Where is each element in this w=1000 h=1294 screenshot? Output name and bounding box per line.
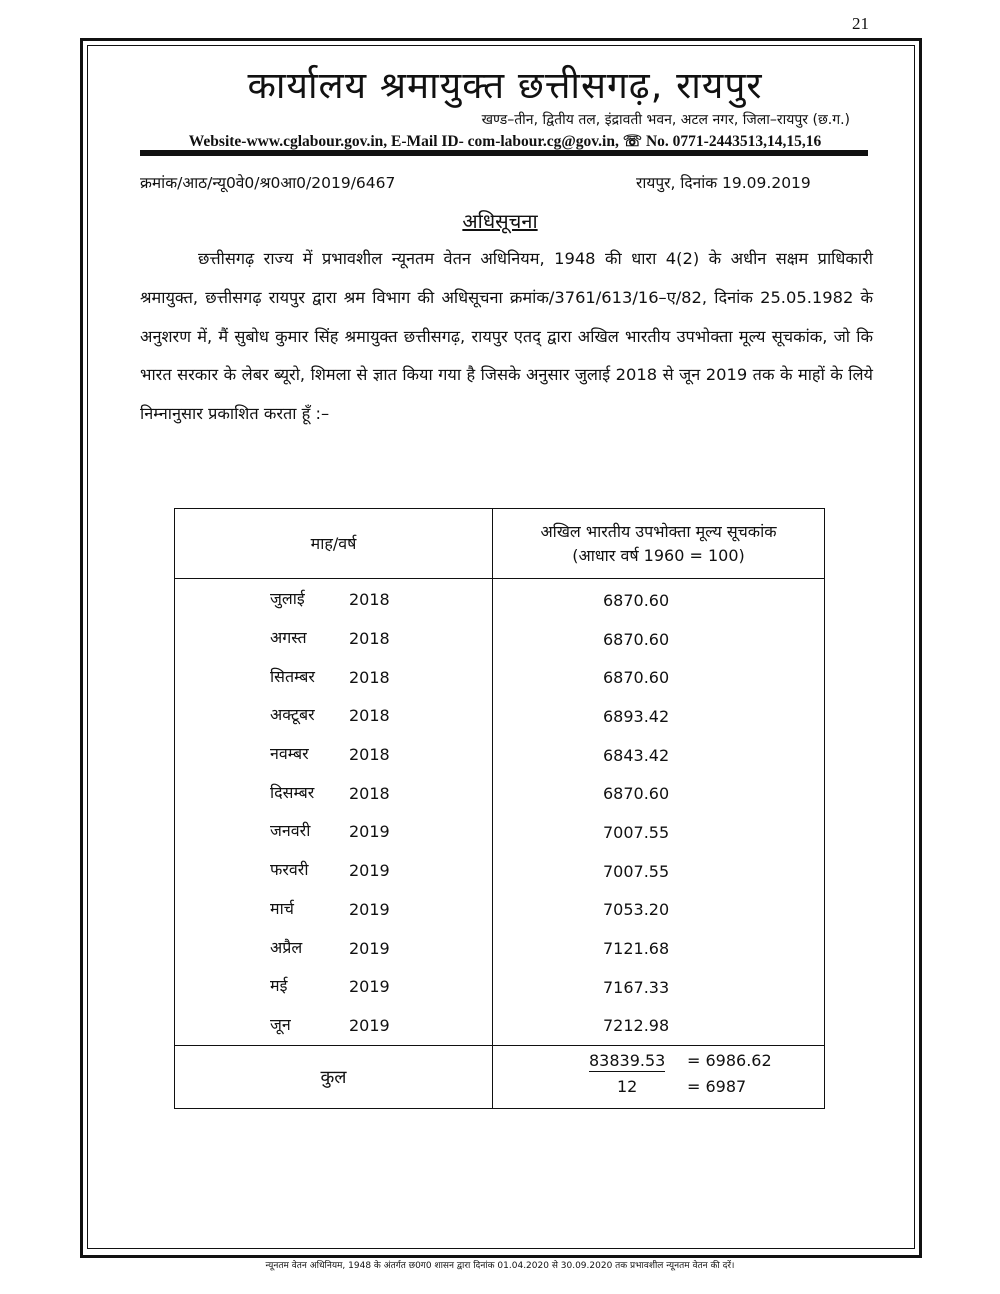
table-header-row [175, 509, 825, 579]
cpi-value: 6870.60 [493, 774, 825, 813]
month-year-wrap [175, 891, 492, 929]
reference-number: क्रमांक/आठ/न्यू0वे0/श्र0आ0/2019/6467 [140, 174, 396, 192]
office-title: कार्यालय श्रमायुक्त छत्तीसगढ़, रायपुर [247, 64, 763, 107]
month-name: अप्रैल [270, 937, 303, 957]
month-year-wrap [175, 1007, 492, 1045]
month-year-cell [175, 1007, 493, 1046]
cpi-value: 7167.33 [493, 968, 825, 1007]
table-row [175, 813, 825, 852]
cpi-value: 6893.42 [493, 697, 825, 736]
divisor: 12 [617, 1077, 638, 1097]
cpi-header-line1: अखिल भारतीय उपभोक्ता मूल्य सूचकांक [540, 521, 777, 541]
month-year-wrap [175, 852, 492, 890]
month-year-wrap [175, 813, 492, 851]
cpi-value: 7007.55 [493, 852, 825, 891]
cpi-value: 7212.98 [493, 1007, 825, 1046]
month-year-wrap [175, 736, 492, 774]
cpi-table [174, 508, 825, 1109]
month-year-wrap [175, 620, 492, 658]
average-value: = 6986.62 [687, 1051, 772, 1071]
year: 2018 [349, 745, 390, 765]
cpi-value: 7053.20 [493, 891, 825, 930]
year: 2019 [349, 977, 390, 997]
month-name: अक्टूबर [270, 705, 315, 725]
month-year-wrap [175, 659, 492, 697]
notification-heading [0, 207, 1000, 234]
total-label: कुल [175, 1046, 493, 1109]
month-name: जुलाई [270, 589, 305, 609]
year: 2018 [349, 590, 390, 610]
month-year-wrap [175, 581, 492, 619]
cpi-header-line2: (आधार वर्ष 1960 = 100) [572, 545, 745, 565]
month-name: जनवरी [270, 821, 311, 841]
month-name: मार्च [270, 898, 294, 918]
month-year-cell [175, 697, 493, 736]
table-row [175, 658, 825, 697]
month-name: मई [270, 976, 288, 996]
year: 2019 [349, 1015, 390, 1035]
total-sum: 83839.53 [589, 1051, 666, 1071]
month-year-cell [175, 891, 493, 930]
month-year-cell [175, 968, 493, 1007]
issue-date: रायपुर, दिनांक 19.09.2019 [636, 174, 811, 192]
rounded-value: = 6987 [687, 1077, 747, 1097]
month-year-cell [175, 620, 493, 659]
table-row [175, 620, 825, 659]
month-year-cell [175, 579, 493, 620]
month-name: अगस्त [270, 628, 307, 648]
month-year-wrap [175, 968, 492, 1006]
table-row [175, 736, 825, 775]
cpi-value: 6870.60 [493, 620, 825, 659]
year: 2019 [349, 861, 390, 881]
cpi-value: 6843.42 [493, 736, 825, 775]
year: 2018 [349, 629, 390, 649]
month-year-cell [175, 929, 493, 968]
month-name: सितम्बर [270, 666, 315, 686]
cpi-value: 6870.60 [493, 658, 825, 697]
contact-line: Website-www.cglabour.gov.in, E-Mail ID- com-labour.cg@gov.in, ☏ No. 0771-2443513,14,15,16 [188, 133, 822, 150]
month-year-cell [175, 852, 493, 891]
cpi-header [493, 509, 825, 579]
year: 2019 [349, 822, 390, 842]
month-year-wrap [175, 697, 492, 735]
year: 2018 [349, 783, 390, 803]
total-row [175, 1046, 825, 1109]
year: 2019 [349, 899, 390, 919]
footer-note: न्यूनतम वेतन अधिनियम, 1948 के अंतर्गत छ0ग0 शासन द्वारा दिनांक 01.04.2020 से 30.09.2020 तक प्रभावशील न्यूनतम वेतन की दरें। [265, 1261, 735, 1271]
total-calc [493, 1046, 824, 1108]
month-name: नवम्बर [270, 744, 309, 764]
cpi-value: 7121.68 [493, 929, 825, 968]
month-year-cell [175, 736, 493, 775]
cpi-value: 6870.60 [493, 579, 825, 620]
table-row [175, 968, 825, 1007]
table-row [175, 697, 825, 736]
month-year-cell [175, 774, 493, 813]
month-year-header: माह/वर्ष [175, 509, 493, 579]
year: 2019 [349, 938, 390, 958]
total-calc-cell [493, 1046, 825, 1109]
header-rule [140, 150, 868, 156]
table-row [175, 1007, 825, 1046]
page-number: 21 [852, 14, 869, 33]
notification-body: छत्तीसगढ़ राज्य में प्रभावशील न्यूनतम वेतन अधिनियम, 1948 की धारा 4(2) के अधीन सक्षम प्राधिकारी श्रमायुक्त, छत्तीसगढ़ रायपुर द्वारा श्रम विभाग की अधिसूचना क्रमांक/3761/613/16–ए/82, दिनांक 25.05.1982 के अनुशरण में, मैं सुबोध कुमार सिंह श्रमायुक्त छत्तीसगढ़, रायपुर एतद् द्वारा अखिल भारतीय उपभोक्ता मूल्य सूचकांक, जो कि भारत सरकार के लेबर ब्यूरो, शिमला से ज्ञात किया गया है जिसके अनुसार जुलाई 2018 से जून 2019 तक के माहों के लिये निम्नानुसार प्रकाशित करता हूँ :– [140, 249, 873, 424]
table-row [175, 852, 825, 891]
table-row [175, 579, 825, 620]
month-name: दिसम्बर [270, 782, 315, 802]
month-year-cell [175, 813, 493, 852]
table-row [175, 774, 825, 813]
month-year-cell [175, 658, 493, 697]
office-address: खण्ड–तीन, द्वितीय तल, इंद्रावती भवन, अटल नगर, जिला–रायपुर (छ.ग.) [481, 112, 850, 128]
cpi-value: 7007.55 [493, 813, 825, 852]
year: 2018 [349, 706, 390, 726]
month-name: फरवरी [270, 860, 309, 880]
heading-text: अधिसूचना [462, 209, 538, 233]
table-row [175, 891, 825, 930]
year: 2018 [349, 667, 390, 687]
month-year-wrap [175, 775, 492, 813]
table-row [175, 929, 825, 968]
month-year-wrap [175, 930, 492, 968]
month-name: जून [270, 1014, 291, 1034]
